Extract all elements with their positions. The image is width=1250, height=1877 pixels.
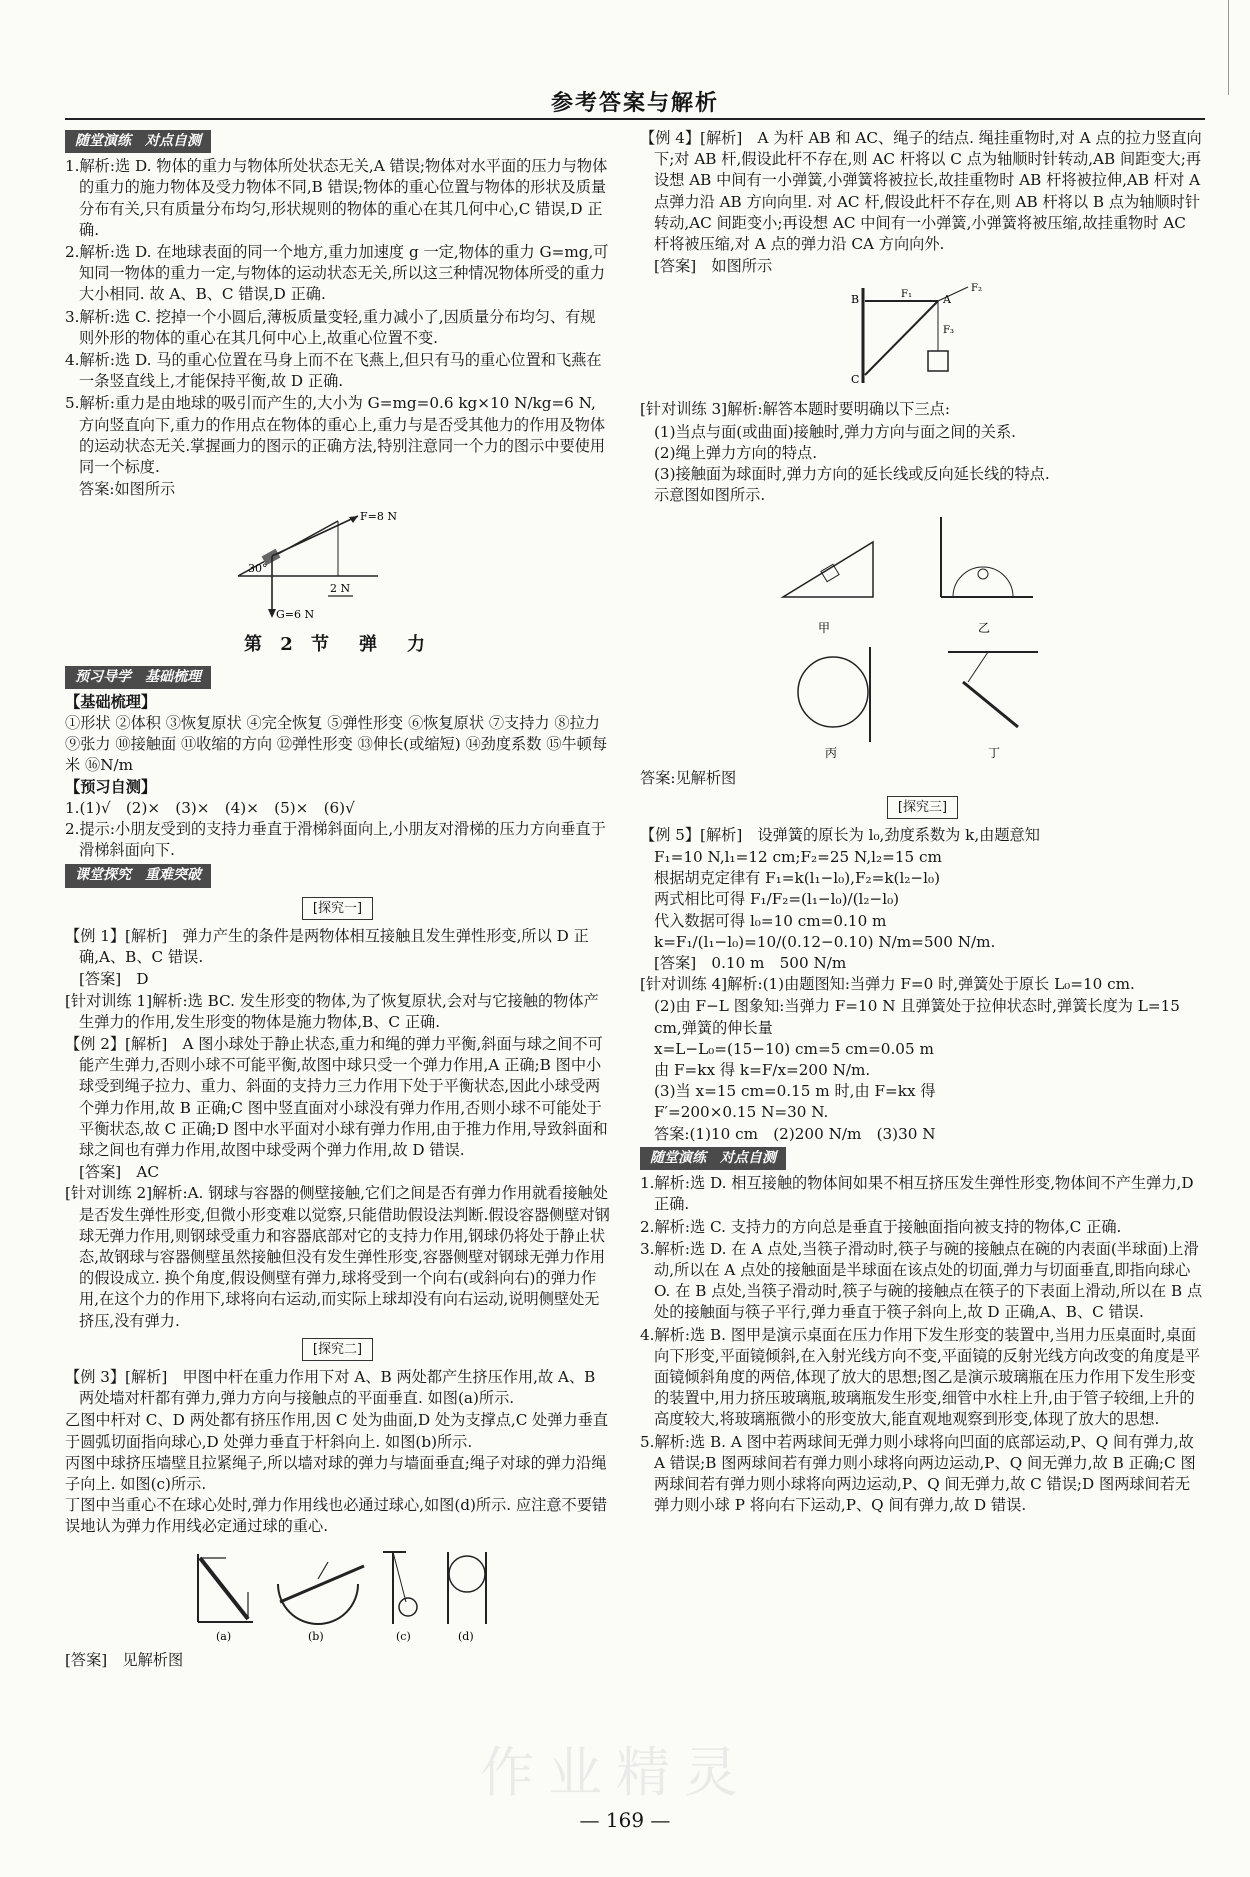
- drill-answer-1: 1.解析:选 D. 相互接触的物体间如果不相互挤压发生弹性形变,物体间不产生弹力,D 正确.: [640, 1174, 1194, 1214]
- figure-label-b: (b): [307, 1629, 324, 1643]
- training-4-line-5: (3)当 x=15 cm=0.15 m 时,由 F=kx 得: [654, 1082, 936, 1101]
- force-f1-label: F₁: [900, 289, 912, 301]
- training-3-point-2: (2)绳上弹力方向的特点.: [654, 443, 818, 462]
- basic-items: ①形状 ②体积 ③恢复原状 ④完全恢复 ⑤弹性形变 ⑥恢复原状 ⑦支持力 ⑧拉力 ⑨张力 ⑩接触面 ⑪收缩的方向 ⑫弹性形变 ⑬伸长(或缩短) ⑭劲度系数 ⑮牛顿每米 ⑯N/m: [65, 714, 608, 775]
- example-3-answer: [答案] 见解析图: [65, 1650, 184, 1669]
- basic-heading: 【基础梳理】: [65, 692, 157, 711]
- point-a-label: A: [942, 293, 951, 307]
- example-2-answer: [答案] AC: [79, 1163, 160, 1182]
- four-diagrams-figure: [763, 512, 1083, 762]
- example-3-c: 丙图中球挤压墙壁且拉紧绳子,所以墙对球的弹力与墙面垂直;绳子对球的弹力沿绳子向上. 如图(c)所示.: [65, 1453, 607, 1493]
- header-rule: [65, 118, 1205, 120]
- watermark: 作业精灵: [480, 1741, 752, 1804]
- example-2: 【例 2】[解析] A 图小球处于静止状态,重力和绳的弹力平衡,斜面与球之间不可能产生弹力,否则小球不可能平衡,故图中球只受一个弹力作用,A 正确;B 图中小球受到绳子拉力、重力、斜面的支持力三力作用下处于平衡状态,因此小球受两个弹力作用,故 B 正确;C 图中竖直面对小球没有弹力作用,否则小球不可能处于平衡状态,故 C 正确;D 图中水平面对小球有弹力作用,由于推力作用,导致斜面和球之间也有弹力作用,故图中球受两个弹力作用,故 D 错误.: [65, 1034, 608, 1159]
- answer-1: 1.解析:选 D. 物体的重力与物体所处状态无关,A 错误;物体对水平面的压力与物体的重力的施力物体及受力物体不同,B 错误;物体的重心位置与物体的形状及质量分布有关,只有质量分布均匀,形状规则的物体的重心在其几何中心,C 错误,D 正确.: [65, 157, 608, 239]
- figure-label-c: (c): [395, 1629, 411, 1643]
- rod-ball-figures: [168, 1544, 508, 1644]
- training-3-point-3: (3)接触面为球面时,弹力方向的延长线或反向延长线的特点.: [654, 465, 1050, 484]
- training-2: [针对训练 2]解析:A. 钢球与容器的侧壁接触,它们之间是否有弹力作用就看接触处是否发生弹性形变,但微小形变难以觉察,只能借助假设法判断.假设容器侧壁对钢球无弹力作用,则钢球受重力和容器底部对它的支持力作用,钢球仍将处于静止状态,故钢球与容器侧壁虽然接触但没有发生弹性形变,容器侧壁对钢球无弹力作用的假设成立. 换个角度,假设侧壁有弹力,球将受到一个向右(或斜向右)的弹力作用,在这个力的作用下,球将向右运动,而实际上球却没有向右运动,说明侧壁处无挤压,没有弹力.: [65, 1184, 610, 1330]
- figure-name-bing: 丙: [824, 746, 837, 761]
- example-5-line-5: k=F₁/(l₁−l₀)=10/(0.12−0.10) N/m=500 N/m.: [654, 932, 996, 951]
- page-title: 参考答案与解析: [550, 91, 719, 116]
- drill-answer-4: 4.解析:选 B. 图甲是演示桌面在压力作用下发生形变的装置中,当用力压桌面时,桌面向下形变,平面镜倾斜,在入射光线方向不变,平面镜的反射光线方向改变的角度是平面镜倾斜角度的两倍,体现了放大的思想;图乙是演示玻璃瓶在压力作用下发生形变的装置中,用力挤压玻璃瓶,玻璃瓶发生形变,细管中水柱上升,由于管子较细,上升的高度较大,将玻璃瓶微小的形变放大,能直观地观察到形变,体现了放大的思想.: [640, 1325, 1201, 1429]
- preview-heading: 【预习自测】: [65, 777, 157, 796]
- training-4-line-6: F′=200×0.15 N=30 N.: [654, 1103, 829, 1122]
- scale-label: 2 N: [329, 582, 350, 596]
- force-f2-label: F₂: [970, 283, 982, 295]
- drill-answer-3: 3.解析:选 D. 在 A 点处,当筷子滑动时,筷子与碗的接触点在碗的内表面(半球面)上滑动,所以在 A 点处的接触面是半球面在该点处的切面,弹力与切面垂直,即指向球心 O. 在 B 点处,当筷子滑动时,筷子与碗的接触点在筷子的下表面上滑动,所以在 B 点处的接触面与筷子平行,弹力垂直于筷子斜向上,故 D 正确,A、B、C 错误.: [640, 1239, 1203, 1322]
- figure-name-yi: 乙: [977, 621, 990, 636]
- training-4-answer: 答案:(1)10 cm (2)200 N/m (3)30 N: [654, 1124, 936, 1143]
- section-band: 随堂演练 对点自测: [65, 130, 211, 153]
- training-4-line-2: (2)由 F−L 图象知:当弹力 F=10 N 且弹簧处于拉伸状态时,弹簧长度为 L=15 cm,弹簧的伸长量: [654, 997, 1180, 1037]
- training-3-note: 示意图如图所示.: [654, 486, 766, 505]
- answer-3: 3.解析:选 C. 挖掉一个小圆后,薄板质量变轻,重力减小了,因质量分布均匀、有规则外形的物体的重心在其几何中心上,故重心位置不变.: [65, 307, 596, 347]
- explore-heading: [探究三]: [887, 796, 958, 819]
- preview-answer-2: 2.提示:小朋友受到的支持力垂直于滑梯斜面向上,小朋友对滑梯的压力方向垂直于滑梯斜面向下.: [65, 820, 606, 860]
- force-label: F=8 N: [359, 510, 397, 524]
- example-1: 【例 1】[解析] 弹力产生的条件是两物体相互接触且发生弹性形变,所以 D 正确,A、B、C 错误.: [65, 926, 589, 967]
- example-4-answer: [答案] 如图所示: [654, 257, 773, 276]
- example-5-line-3: 两式相比可得 F₁/F₂=(l₁−l₀)/(l₂−l₀): [654, 890, 900, 909]
- answer-5-answer: 答案:如图所示: [79, 480, 176, 499]
- section-band: 预习导学 基础梳理: [65, 666, 211, 689]
- example-3-d: 丁图中当重心不在球心处时,弹力作用线也必通过球心,如图(d)所示. 应注意不要错误地认为弹力作用线必定通过球的重心.: [65, 1496, 608, 1536]
- example-5: 【例 5】[解析] 设弹簧的原长为 l₀,劲度系数为 k,由题意知: [640, 825, 1040, 844]
- example-5-answer: [答案] 0.10 m 500 N/m: [654, 954, 847, 973]
- example-5-line-2: 根据胡克定律有 F₁=k(l₁−l₀),F₂=k(l₂−l₀): [654, 869, 941, 888]
- explore-heading: [探究一]: [302, 897, 373, 920]
- example-3: 【例 3】[解析] 甲图中杆在重力作用下对 A、B 两处都产生挤压作用,故 A、B 两处墙对杆都有弹力,弹力方向与接触点的平面垂直. 如图(a)所示.: [65, 1367, 596, 1408]
- force-f3-label: F₃: [942, 325, 954, 337]
- page-header: [65, 86, 1205, 116]
- training-1: [针对训练 1]解析:选 BC. 发生形变的物体,为了恢复原状,会对与它接触的物体产生弹力的作用,发生形变的物体是施力物体,B、C 正确.: [65, 991, 599, 1031]
- example-3-b: 乙图中杆对 C、D 两处都有挤压作用,因 C 处为曲面,D 处为支撑点,C 处弹力垂直于圆弧切面指向球心,D 处弹力垂直于杆斜向上. 如图(b)所示.: [65, 1411, 609, 1451]
- training-3: [针对训练 3]解析:解答本题时要明确以下三点:: [640, 400, 950, 419]
- left-column: [65, 128, 610, 1671]
- training-4: [针对训练 4]解析:(1)由题图知:当弹力 F=0 时,弹簧处于原长 L₀=10 cm.: [640, 975, 1135, 994]
- point-b-label: B: [850, 293, 859, 307]
- explore-heading: [探究二]: [302, 1338, 373, 1361]
- figure-name-jia: 甲: [817, 621, 830, 636]
- bracket-figure: [823, 283, 1023, 393]
- incline-force-figure: [188, 506, 488, 626]
- section-band: 随堂演练 对点自测: [640, 1147, 786, 1170]
- margin-line: [1228, 0, 1229, 95]
- figure-label-a: (a): [215, 1629, 231, 1643]
- example-4: 【例 4】[解析] A 为杆 AB 和 AC、绳子的结点. 绳挂重物时,对 A 点的拉力竖直向下;对 AB 杆,假设此杆不存在,则 AC 杆将以 C 点为轴顺时针转动,AB 间距变大;再设想 AB 中间有一小弹簧,小弹簧将被拉长,故挂重物时 AB 杆将被拉伸,AB 杆对 A 点弹力沿 AB 方向向里. 对 AC 杆,假设此杆不存在,则 AB 杆将以 B 点为轴顺时针转动,AC 间距变小;再设想 AC 中间有一小弹簧,小弹簧将被压缩,故挂重物时 AC 杆将被压缩,对 A 点的弹力沿 CA 方向向外.: [640, 129, 1202, 254]
- figure-name-ding: 丁: [987, 746, 1000, 761]
- training-4-line-4: 由 F=kx 得 k=F/x=200 N/m.: [654, 1061, 871, 1080]
- page-number: — 169 —: [579, 1808, 671, 1832]
- section-band: 课堂探究 重难突破: [65, 864, 211, 887]
- example-5-line-1: F₁=10 N,l₁=12 cm;F₂=25 N,l₂=15 cm: [654, 848, 942, 867]
- training-4-line-3: x=L−L₀=(15−10) cm=5 cm=0.05 m: [654, 1039, 934, 1058]
- example-5-line-4: 代入数据可得 l₀=10 cm=0.10 m: [654, 911, 887, 930]
- drill-answer-5: 5.解析:选 B. A 图中若两球间无弹力则小球将向凹面的底部运动,P、Q 间有弹力,故 A 错误;B 图两球间若有弹力则小球将向两边运动,P、Q 间无弹力,故 B 正确;C 图两球间若有弹力则小球将向两边运动,P、Q 间无弹力,故 C 错误;D 图两球间若无弹力则小球 P 将向右下运动,P、Q 间有弹力,故 D 错误.: [640, 1432, 1196, 1515]
- preview-answer-1: 1.(1)√ (2)× (3)× (4)× (5)× (6)√: [65, 798, 355, 817]
- drill-answer-2: 2.解析:选 C. 支持力的方向总是垂直于接触面指向被支持的物体,C 正确.: [640, 1217, 1122, 1236]
- gravity-label: G=6 N: [275, 608, 314, 622]
- training-3-answer: 答案:见解析图: [640, 769, 737, 788]
- angle-label: 30°: [247, 562, 267, 576]
- figure-label-d: (d): [457, 1629, 474, 1643]
- training-3-point-1: (1)当点与面(或曲面)接触时,弹力方向与面之间的关系.: [654, 422, 1016, 441]
- point-c-label: C: [850, 373, 859, 387]
- right-column: [640, 128, 1205, 1517]
- answer-2: 2.解析:选 D. 在地球表面的同一个地方,重力加速度 g 一定,物体的重力 G=mg,可知同一物体的重力一定,与物体的运动状态无关,所以这三种情况物体所受的重力大小相同. 故 A、B、C 错误,D 正确.: [65, 243, 609, 304]
- section-heading: 第 2 节 弹 力: [243, 634, 432, 656]
- answer-5: 5.解析:重力是由地球的吸引而产生的,大小为 G=mg=0.6 kg×10 N/kg=6 N,方向竖直向下,重力的作用点在物体的重心上,重力与是否受其他力的作用及物体的运动状态无关.掌握画力的图示的正确方法,特别注意同一个力的图示中要使用同一个标度.: [65, 394, 606, 477]
- answer-4: 4.解析:选 D. 马的重心位置在马身上而不在飞燕上,但只有马的重心位置和飞燕在一条竖直线上,才能保持平衡,故 D 正确.: [65, 351, 602, 391]
- example-1-answer: [答案] D: [79, 970, 149, 989]
